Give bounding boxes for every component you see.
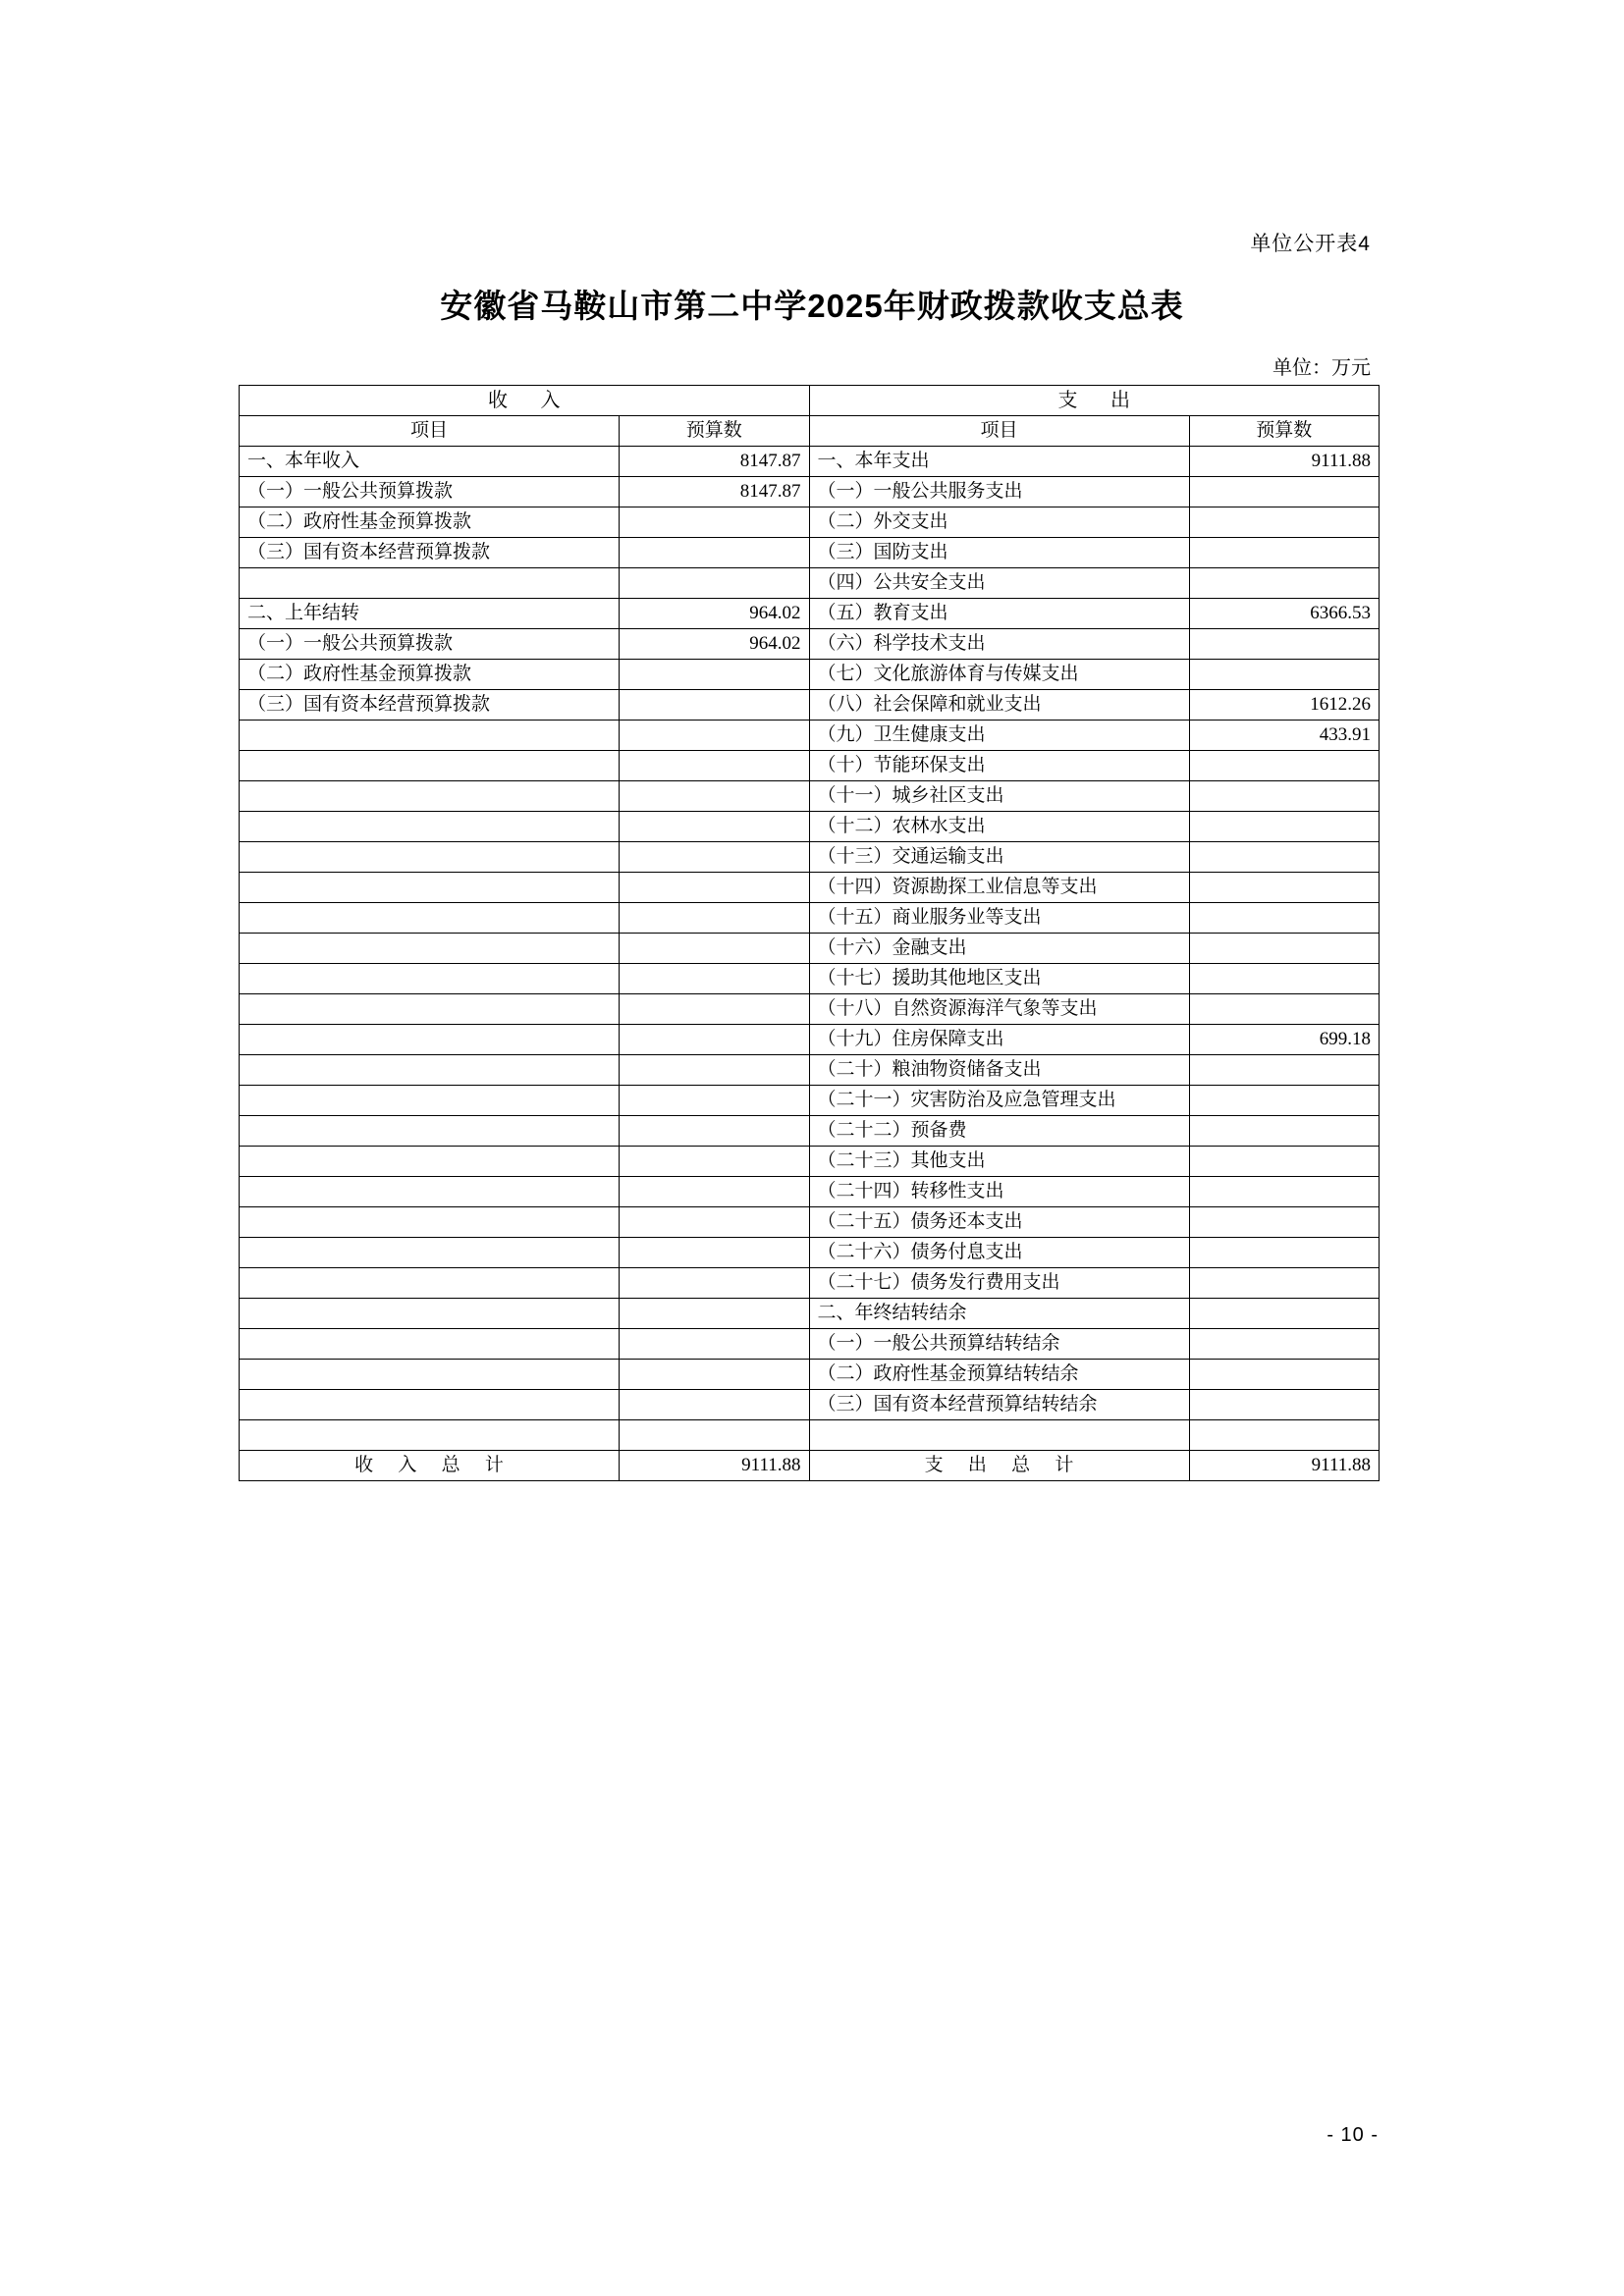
budget-table <box>239 385 1380 1481</box>
expense-item-label: （二十二）预备费 <box>809 1116 1189 1147</box>
expense-item-amount <box>1189 903 1380 934</box>
table-row <box>240 507 1380 538</box>
expense-item-label: （二）外交支出 <box>809 507 1189 538</box>
income-item-label <box>240 1390 620 1420</box>
income-item-label: （一）一般公共预算拨款 <box>240 629 620 660</box>
col-header-expense-amount: 预算数 <box>1189 416 1380 447</box>
income-item-amount <box>620 1177 810 1207</box>
expense-item-amount <box>1189 1116 1380 1147</box>
income-item-amount <box>620 1086 810 1116</box>
income-item-amount <box>620 1329 810 1360</box>
expense-item-label: （八）社会保障和就业支出 <box>809 690 1189 721</box>
expense-item-label: （十八）自然资源海洋气象等支出 <box>809 994 1189 1025</box>
income-item-label: 二、上年结转 <box>240 599 620 629</box>
table-row <box>240 1086 1380 1116</box>
income-item-amount <box>620 781 810 812</box>
income-item-label <box>240 842 620 873</box>
income-item-label <box>240 1299 620 1329</box>
income-item-amount <box>620 934 810 964</box>
expense-item-amount <box>1189 538 1380 568</box>
income-item-amount <box>620 1238 810 1268</box>
table-row <box>240 903 1380 934</box>
table-row <box>240 538 1380 568</box>
expense-item-label: （九）卫生健康支出 <box>809 721 1189 751</box>
income-item-amount <box>620 568 810 599</box>
page-title: 安徽省马鞍山市第二中学2025年财政拨款收支总表 <box>440 288 1184 324</box>
expense-item-label: （一）一般公共服务支出 <box>809 477 1189 507</box>
income-item-label <box>240 1268 620 1299</box>
expense-item-amount: 433.91 <box>1189 721 1380 751</box>
table-row <box>240 599 1380 629</box>
expense-item-amount: 9111.88 <box>1189 447 1380 477</box>
expense-item-amount <box>1189 781 1380 812</box>
col-header-income-item: 项目 <box>240 416 620 447</box>
income-item-amount <box>620 751 810 781</box>
income-item-label <box>240 1420 620 1451</box>
expense-item-amount <box>1189 1086 1380 1116</box>
income-item-amount <box>620 842 810 873</box>
income-item-amount <box>620 994 810 1025</box>
expense-item-amount <box>1189 1360 1380 1390</box>
expense-item-label: （三）国防支出 <box>809 538 1189 568</box>
table-row <box>240 964 1380 994</box>
income-item-label <box>240 873 620 903</box>
expense-item-amount: 6366.53 <box>1189 599 1380 629</box>
expense-item-amount <box>1189 1329 1380 1360</box>
table-column-header-row <box>240 416 1380 447</box>
table-body <box>240 386 1380 1481</box>
page-number: - 10 - <box>1326 2124 1379 2146</box>
income-item-amount <box>620 1390 810 1420</box>
expense-item-amount <box>1189 477 1380 507</box>
expense-item-amount <box>1189 1177 1380 1207</box>
income-item-amount <box>620 1025 810 1055</box>
expense-item-label: （二十一）灾害防治及应急管理支出 <box>809 1086 1189 1116</box>
expense-item-amount <box>1189 994 1380 1025</box>
table-row <box>240 781 1380 812</box>
income-item-label: （三）国有资本经营预算拨款 <box>240 538 620 568</box>
income-item-amount <box>620 1299 810 1329</box>
expense-item-amount: 699.18 <box>1189 1025 1380 1055</box>
income-item-label: （二）政府性基金预算拨款 <box>240 507 620 538</box>
expense-item-amount <box>1189 1055 1380 1086</box>
table-row <box>240 1025 1380 1055</box>
income-item-label <box>240 1329 620 1360</box>
income-item-amount <box>620 873 810 903</box>
income-item-amount: 8147.87 <box>620 477 810 507</box>
income-item-label <box>240 964 620 994</box>
expense-group-header: 支 出 <box>809 386 1380 416</box>
table-row <box>240 447 1380 477</box>
income-item-amount <box>620 964 810 994</box>
expense-item-amount <box>1189 1147 1380 1177</box>
expense-item-label: （六）科学技术支出 <box>809 629 1189 660</box>
expense-item-label: （三）国有资本经营预算结转结余 <box>809 1390 1189 1420</box>
expense-item-amount: 1612.26 <box>1189 690 1380 721</box>
expense-item-label: （四）公共安全支出 <box>809 568 1189 599</box>
expense-item-amount <box>1189 1207 1380 1238</box>
income-item-label <box>240 751 620 781</box>
income-total-label: 收 入 总 计 <box>240 1451 620 1481</box>
income-item-amount <box>620 538 810 568</box>
income-item-amount: 8147.87 <box>620 447 810 477</box>
income-item-label <box>240 568 620 599</box>
income-item-label <box>240 994 620 1025</box>
income-item-label <box>240 1147 620 1177</box>
income-item-amount <box>620 1207 810 1238</box>
expense-item-amount <box>1189 1238 1380 1268</box>
expense-item-amount <box>1189 1420 1380 1451</box>
table-row <box>240 660 1380 690</box>
expense-item-label <box>809 1420 1189 1451</box>
table-row <box>240 812 1380 842</box>
income-item-amount <box>620 721 810 751</box>
table-row <box>240 477 1380 507</box>
income-item-label <box>240 1116 620 1147</box>
income-item-label <box>240 1025 620 1055</box>
table-row <box>240 873 1380 903</box>
table-row <box>240 842 1380 873</box>
income-item-label <box>240 1360 620 1390</box>
table-row <box>240 1268 1380 1299</box>
income-item-label: （二）政府性基金预算拨款 <box>240 660 620 690</box>
expense-item-amount <box>1189 1390 1380 1420</box>
income-item-label <box>240 1177 620 1207</box>
table-row <box>240 721 1380 751</box>
expense-item-amount <box>1189 964 1380 994</box>
table-row <box>240 690 1380 721</box>
income-item-label: 一、本年收入 <box>240 447 620 477</box>
expense-item-amount <box>1189 568 1380 599</box>
expense-item-amount <box>1189 751 1380 781</box>
expense-item-label: （十二）农林水支出 <box>809 812 1189 842</box>
income-item-amount <box>620 1147 810 1177</box>
table-row <box>240 1177 1380 1207</box>
table-row <box>240 994 1380 1025</box>
table-total-row <box>240 1451 1380 1481</box>
expense-item-label: （十六）金融支出 <box>809 934 1189 964</box>
income-item-amount <box>620 1268 810 1299</box>
table-row <box>240 1147 1380 1177</box>
table-row <box>240 1055 1380 1086</box>
expense-item-label: （五）教育支出 <box>809 599 1189 629</box>
col-header-income-amount: 预算数 <box>620 416 810 447</box>
expense-item-label: （十九）住房保障支出 <box>809 1025 1189 1055</box>
expense-item-amount <box>1189 660 1380 690</box>
table-row <box>240 1329 1380 1360</box>
expense-item-label: （二十）粮油物资储备支出 <box>809 1055 1189 1086</box>
expense-item-amount <box>1189 873 1380 903</box>
expense-item-label: （二十五）债务还本支出 <box>809 1207 1189 1238</box>
income-item-amount <box>620 903 810 934</box>
expense-item-label: （十五）商业服务业等支出 <box>809 903 1189 934</box>
income-total-amount: 9111.88 <box>620 1451 810 1481</box>
col-header-expense-item: 项目 <box>809 416 1189 447</box>
table-row <box>240 934 1380 964</box>
expense-item-label: （二十六）债务付息支出 <box>809 1238 1189 1268</box>
income-item-amount: 964.02 <box>620 629 810 660</box>
expense-item-amount <box>1189 629 1380 660</box>
expense-item-amount <box>1189 1299 1380 1329</box>
income-item-amount <box>620 660 810 690</box>
expense-item-label: （十一）城乡社区支出 <box>809 781 1189 812</box>
expense-item-label: 一、本年支出 <box>809 447 1189 477</box>
income-item-label <box>240 781 620 812</box>
expense-item-label: （二十三）其他支出 <box>809 1147 1189 1177</box>
expense-item-label: （七）文化旅游体育与传媒支出 <box>809 660 1189 690</box>
income-item-amount <box>620 812 810 842</box>
income-item-label <box>240 1086 620 1116</box>
table-row <box>240 1207 1380 1238</box>
income-item-label <box>240 1055 620 1086</box>
expense-item-label: （二）政府性基金预算结转结余 <box>809 1360 1189 1390</box>
table-row <box>240 1299 1380 1329</box>
table-row <box>240 1116 1380 1147</box>
income-item-label <box>240 934 620 964</box>
expense-item-label: （二十四）转移性支出 <box>809 1177 1189 1207</box>
expense-item-amount <box>1189 934 1380 964</box>
table-row <box>240 1420 1380 1451</box>
expense-item-label: （十七）援助其他地区支出 <box>809 964 1189 994</box>
income-item-label <box>240 1207 620 1238</box>
income-item-amount <box>620 1360 810 1390</box>
income-item-amount: 964.02 <box>620 599 810 629</box>
expense-item-amount <box>1189 507 1380 538</box>
income-item-label <box>240 721 620 751</box>
table-row <box>240 1360 1380 1390</box>
income-group-header: 收 入 <box>240 386 810 416</box>
expense-item-label: （一）一般公共预算结转结余 <box>809 1329 1189 1360</box>
table-group-header-row <box>240 386 1380 416</box>
income-item-label <box>240 903 620 934</box>
expense-item-label: （十）节能环保支出 <box>809 751 1189 781</box>
table-row <box>240 568 1380 599</box>
income-item-label: （一）一般公共预算拨款 <box>240 477 620 507</box>
income-item-amount <box>620 1116 810 1147</box>
income-item-label: （三）国有资本经营预算拨款 <box>240 690 620 721</box>
table-row <box>240 751 1380 781</box>
expense-item-amount <box>1189 812 1380 842</box>
expense-item-label: （十四）资源勘探工业信息等支出 <box>809 873 1189 903</box>
expense-total-label: 支 出 总 计 <box>809 1451 1189 1481</box>
expense-item-amount <box>1189 842 1380 873</box>
expense-item-amount <box>1189 1268 1380 1299</box>
expense-item-label: 二、年终结转结余 <box>809 1299 1189 1329</box>
unit-note: 单位：万元 <box>1272 357 1371 379</box>
income-item-amount <box>620 1420 810 1451</box>
expense-item-label: （二十七）债务发行费用支出 <box>809 1268 1189 1299</box>
income-item-label <box>240 812 620 842</box>
table-row <box>240 1238 1380 1268</box>
table-row <box>240 1390 1380 1420</box>
table-row <box>240 629 1380 660</box>
expense-total-amount: 9111.88 <box>1189 1451 1380 1481</box>
form-tag: 单位公开表4 <box>1250 233 1371 255</box>
income-item-label <box>240 1238 620 1268</box>
expense-item-label: （十三）交通运输支出 <box>809 842 1189 873</box>
income-item-amount <box>620 1055 810 1086</box>
income-item-amount <box>620 690 810 721</box>
income-item-amount <box>620 507 810 538</box>
